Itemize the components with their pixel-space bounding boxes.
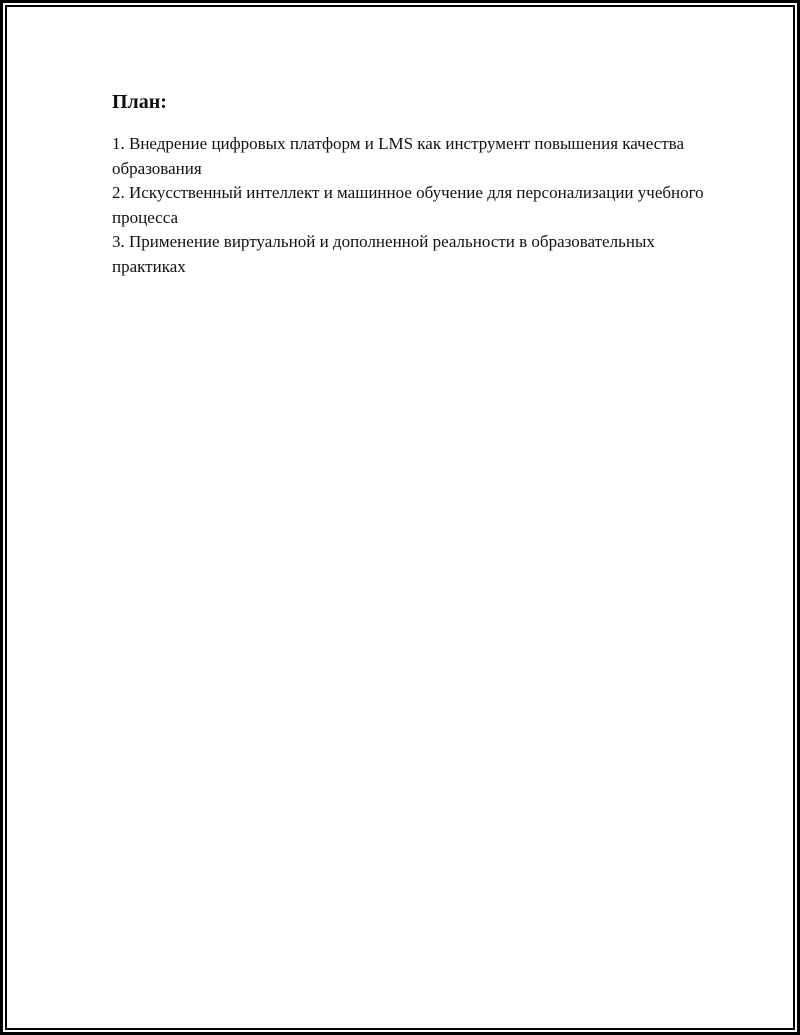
plan-list [112,132,712,279]
plan-heading: План: [112,91,167,113]
plan-item-1: 1. Внедрение цифровых платформ и LMS как инструмент повышения качества образования [112,134,685,178]
document-content [112,90,712,279]
plan-item-2: 2. Искусственный интеллект и машинное обучение для персонализации учебного процесса [112,183,704,227]
plan-item-3: 3. Применение виртуальной и дополненной реальности в образовательных практиках [112,232,655,276]
